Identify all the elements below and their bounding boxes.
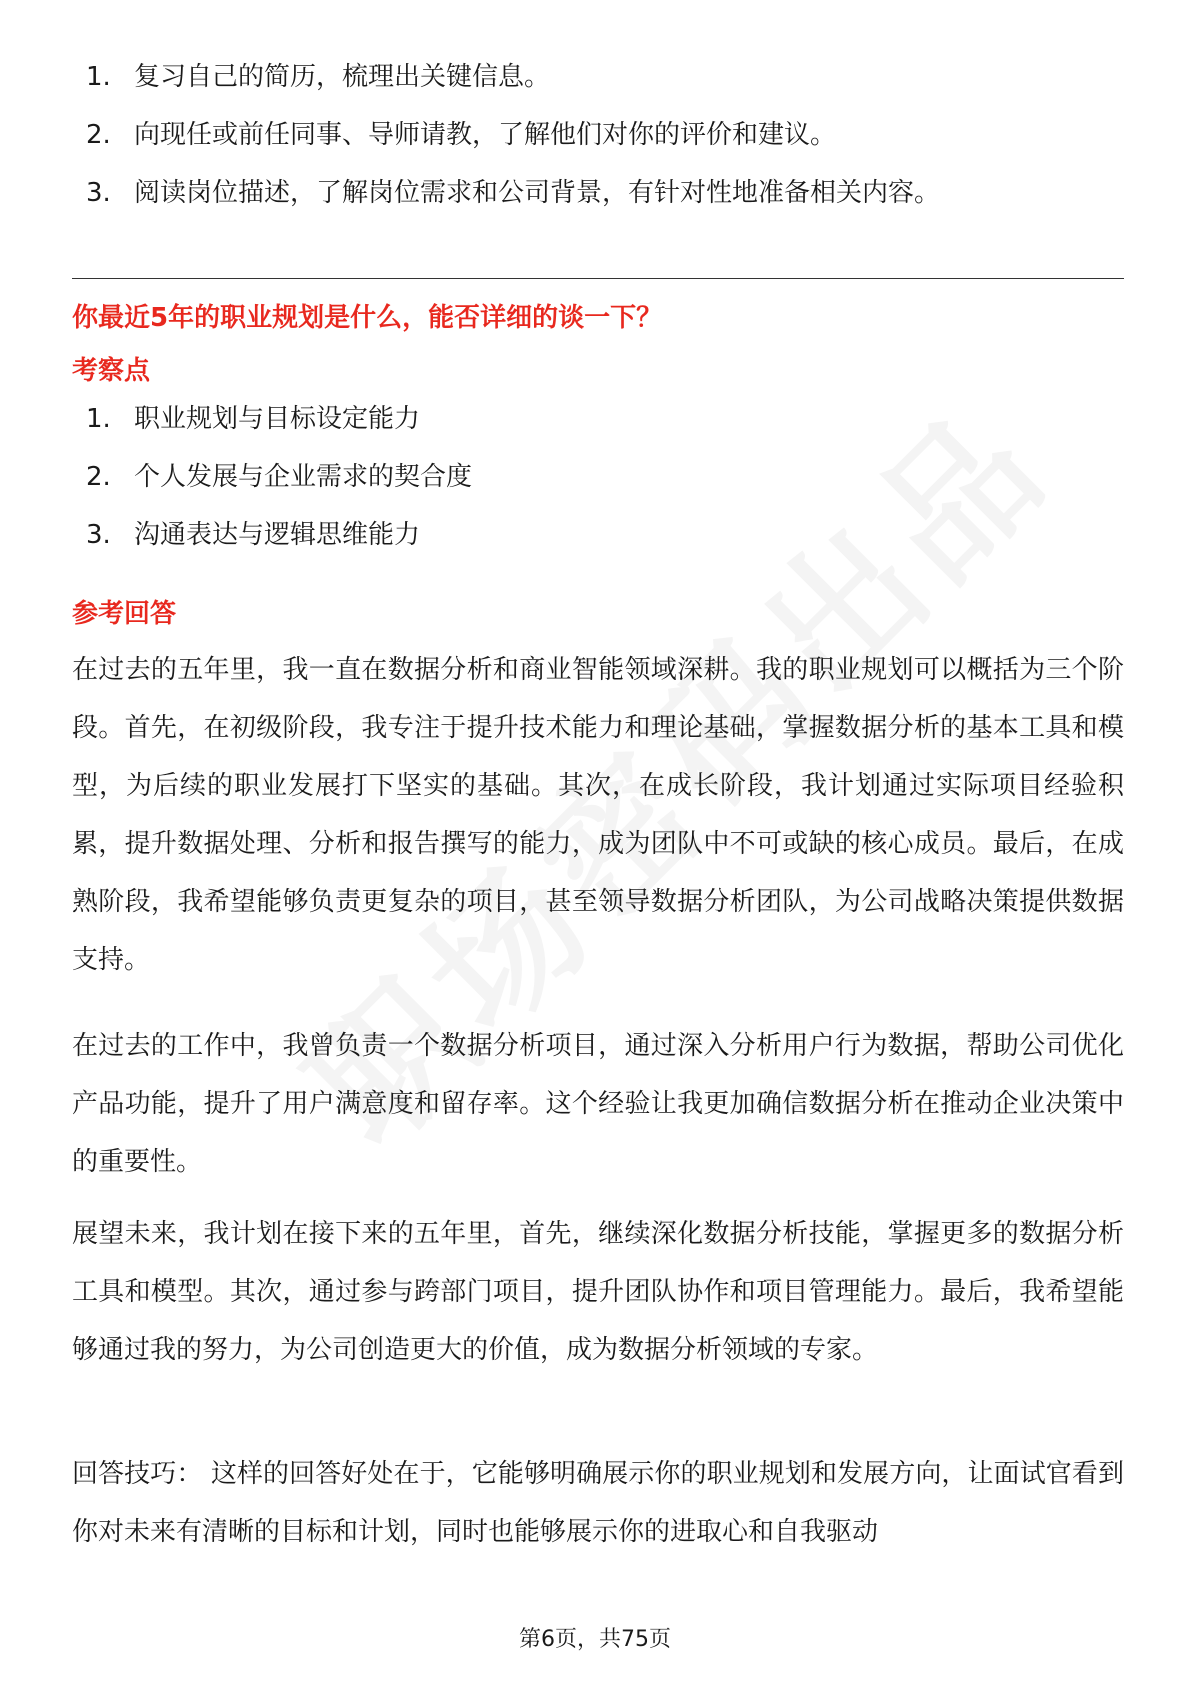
list-number: 1.	[86, 404, 111, 434]
list-text: 职业规划与目标设定能力	[134, 404, 421, 434]
focus-title: 考察点	[72, 356, 151, 386]
answer-tips: 回答技巧： 这样的回答好处在于，它能够明确展示你的职业规划和发展方向，让面试官看到你对未来有清晰的目标和计划，同时也能够展示你的进取心和自我驱动	[72, 1459, 1124, 1547]
answer-paragraph: 在过去的工作中，我曾负责一个数据分析项目，通过深入分析用户行为数据，帮助公司优化产品功能，提升了用户满意度和留存率。这个经验让我更加确信数据分析在推动企业决策中的重要性。	[72, 1031, 1124, 1177]
list-item	[72, 48, 940, 106]
list-number: 3.	[86, 178, 111, 208]
answer-title: 参考回答	[72, 599, 177, 629]
focus-list	[72, 390, 472, 564]
section-divider	[72, 278, 1124, 279]
list-text: 沟通表达与逻辑思维能力	[134, 520, 421, 550]
list-text: 阅读岗位描述，了解岗位需求和公司背景，有针对性地准备相关内容。	[134, 178, 941, 208]
list-item	[72, 448, 472, 506]
list-item	[72, 106, 940, 164]
list-text: 个人发展与企业需求的契合度	[134, 462, 473, 492]
list-number: 3.	[86, 520, 111, 550]
list-text: 复习自己的简历，梳理出关键信息。	[134, 62, 551, 92]
list-item	[72, 506, 472, 564]
prep-list	[72, 48, 940, 222]
question-heading: 你最近5年的职业规划是什么，能否详细的谈一下？	[72, 303, 663, 333]
list-number: 1.	[86, 62, 111, 92]
answer-paragraph: 在过去的五年里，我一直在数据分析和商业智能领域深耕。我的职业规划可以概括为三个阶段。首先，在初级阶段，我专注于提升技术能力和理论基础，掌握数据分析的基本工具和模型，为后续的职业发展打下坚实的基础。其次，在成长阶段，我计划通过实际项目经验积累，提升数据处理、分析和报告撰写的能力，成为团队中不可或缺的核心成员。最后，在成熟阶段，我希望能够负责更复杂的项目，甚至领导数据分析团队，为公司战略决策提供数据支持。	[72, 655, 1124, 975]
list-text: 向现任或前任同事、导师请教，了解他们对你的评价和建议。	[134, 120, 837, 150]
list-number: 2.	[86, 120, 111, 150]
answer-paragraph: 展望未来，我计划在接下来的五年里，首先，继续深化数据分析技能，掌握更多的数据分析工具和模型。其次，通过参与跨部门项目，提升团队协作和项目管理能力。最后，我希望能够通过我的努力，为公司创造更大的价值，成为数据分析领域的专家。	[72, 1219, 1124, 1365]
page-number: 第6页，共75页	[519, 1627, 671, 1652]
list-number: 2.	[86, 462, 111, 492]
list-item	[72, 164, 940, 222]
list-item	[72, 390, 472, 448]
